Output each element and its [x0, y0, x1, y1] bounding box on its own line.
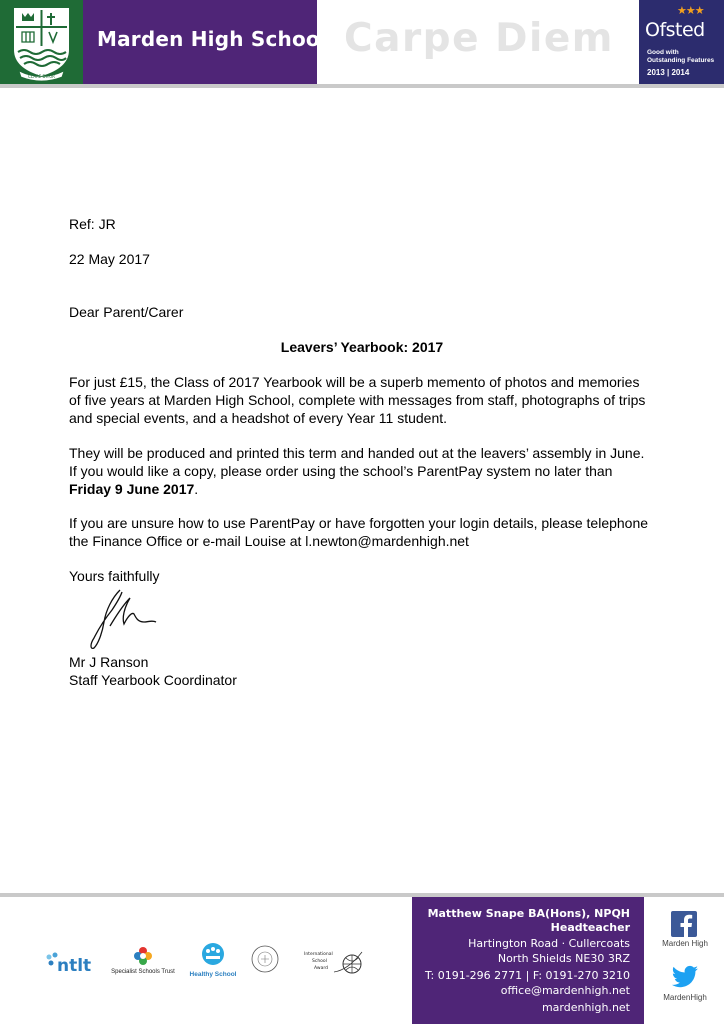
twitter-icon	[671, 965, 699, 989]
paragraph-3-line-2: the Finance Office or e-mail Louise at l.newton@mardenhigh.net	[69, 533, 469, 549]
contact-block	[412, 897, 644, 1024]
address-line-2: North Shields NE30 3RZ	[497, 952, 630, 965]
school-name-banner	[83, 0, 327, 84]
phone-fax: T: 0191-296 2771 | F: 0191-270 3210	[425, 969, 630, 982]
website-link[interactable]: mardenhigh.net	[541, 1001, 630, 1014]
paragraph-2-line-1: They will be produced and printed this term and handed out at the leavers’ assembly in June.	[69, 445, 645, 461]
stars-icon: ★★★	[677, 5, 704, 17]
facebook-link[interactable]	[671, 911, 697, 942]
letter-date: 22 May 2017	[69, 251, 150, 267]
ofsted-years: 2013 | 2014	[647, 68, 690, 77]
paragraph-2-end: .	[194, 481, 199, 497]
international-school-award-logo	[304, 946, 366, 981]
twitter-link[interactable]	[671, 965, 699, 994]
address-line-1: Hartington Road · Cullercoats	[468, 937, 630, 950]
arts-council-logo	[250, 942, 280, 981]
ntlt-text: ntlt	[57, 956, 92, 976]
isa-text-3: Award	[314, 966, 328, 971]
reference: Ref: JR	[69, 216, 116, 232]
specialist-schools-trust-text: Specialist Schools Trust	[111, 969, 175, 975]
order-deadline: Friday 9 June 2017	[69, 481, 195, 497]
paragraph-1-line-2: of five years at Marden High School, complete with messages from staff, photographs of trips	[69, 392, 646, 408]
ofsted-rating-line1: Good with	[647, 49, 679, 56]
ofsted-word: Ofsted	[645, 19, 705, 41]
healthy-school-text: Healthy School	[189, 971, 237, 978]
healthy-school-icon	[198, 942, 228, 966]
letter-subject: Leavers’ Yearbook: 2017	[280, 339, 444, 355]
twitter-label[interactable]: MardenHigh	[663, 993, 707, 1002]
healthy-school-logo	[186, 942, 240, 978]
flower-icon	[133, 946, 153, 966]
signatory-role: Staff Yearbook Coordinator	[69, 672, 237, 688]
headteacher-name: Matthew Snape BA(Hons), NPQH	[427, 907, 630, 920]
isa-text-1: International	[304, 952, 333, 957]
ofsted-badge	[639, 0, 724, 84]
signature	[86, 586, 166, 652]
paragraph-1-line-1: For just £15, the Class of 2017 Yearbook will be a superb memento of photos and memories	[69, 374, 640, 390]
letterhead	[0, 0, 724, 84]
signatory-name: Mr J Ranson	[69, 654, 149, 670]
crest-motto: CLARE DITUR	[28, 74, 55, 79]
header-divider	[0, 84, 724, 88]
motto: Carpe Diem	[344, 16, 614, 61]
paragraph-1-line-3: and special events, and a headshot of every Year 11 student.	[69, 410, 448, 426]
globe-icon	[304, 946, 366, 976]
facebook-icon	[671, 911, 697, 937]
headteacher-title: Headteacher	[550, 921, 630, 934]
arts-council-icon	[250, 942, 280, 976]
paragraph-2-line-2: If you would like a copy, please order using the school’s ParentPay system no later than	[69, 463, 613, 479]
salutation: Dear Parent/Carer	[69, 304, 184, 320]
ofsted-rating-line2: Outstanding Features	[647, 57, 715, 64]
crest-icon	[0, 0, 83, 84]
paragraph-3-line-1: If you are unsure how to use ParentPay or have forgotten your login details, please telephone	[69, 515, 649, 531]
ntlt-logo	[44, 950, 100, 981]
closing: Yours faithfully	[69, 568, 160, 584]
ntlt-icon	[44, 950, 100, 976]
specialist-schools-trust-logo	[108, 946, 178, 975]
school-name: Marden High School	[97, 27, 327, 51]
facebook-label[interactable]: Marden High	[662, 939, 708, 948]
paragraph-2-line-3	[69, 480, 198, 498]
isa-text-2: School	[312, 959, 327, 964]
school-crest	[0, 0, 83, 84]
email-link[interactable]: office@mardenhigh.net	[500, 984, 630, 997]
